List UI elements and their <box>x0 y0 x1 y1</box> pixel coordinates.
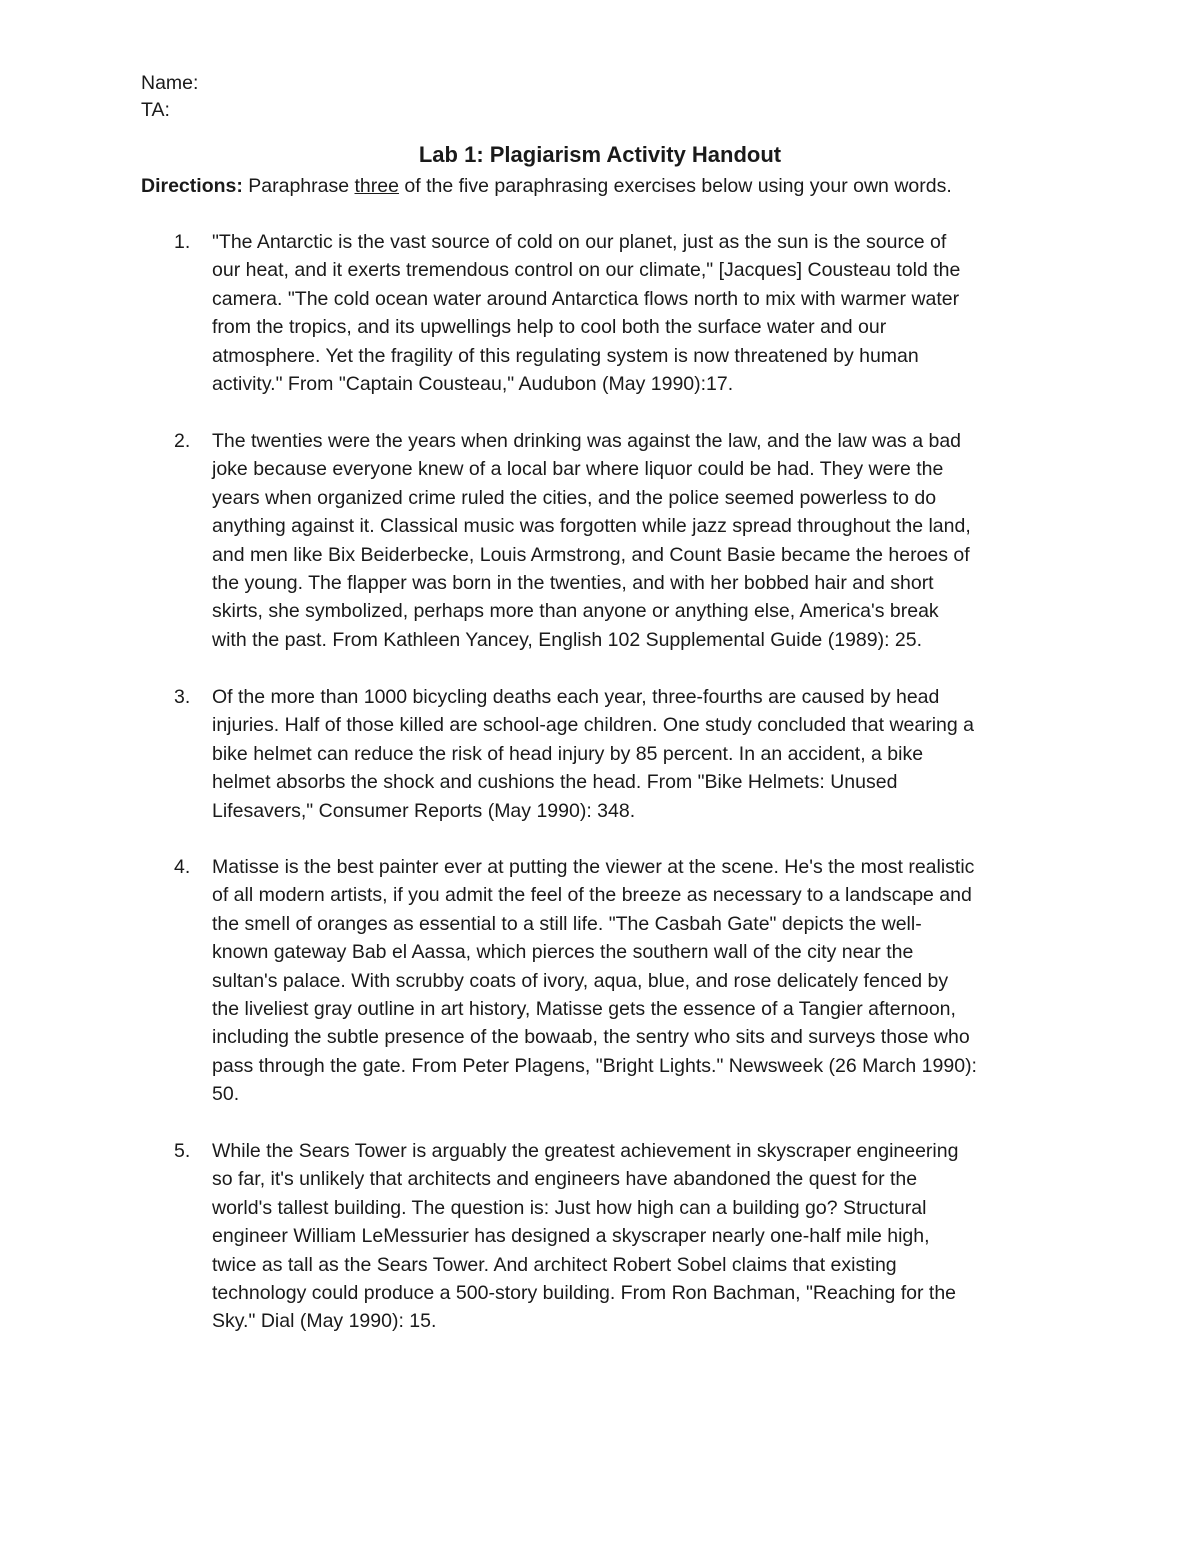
name-field-label: Name: <box>141 72 199 94</box>
exercise-line: atmosphere. Yet the fragility of this regulating system is now threatened by human <box>212 344 919 367</box>
exercise-line: Matisse is the best painter ever at putting the viewer at the scene. He's the most realistic <box>212 856 975 878</box>
exercise-line: activity." From "Captain Cousteau," Audubon (May 1990):17. <box>212 373 734 396</box>
exercise-line: including the subtle presence of the bowaab, the sentry who sits and surveys those who <box>212 1026 970 1049</box>
exercise-line: camera. "The cold ocean water around Antarctica flows north to mix with warmer water <box>212 287 960 310</box>
exercise-line: pass through the gate. From Peter Plagens, "Bright Lights." Newsweek (26 March 1990): <box>212 1054 977 1077</box>
exercise-line: engineer William LeMessurier has designed a skyscraper nearly one-half mile high, <box>212 1225 930 1248</box>
directions-text-before: Paraphrase <box>242 175 355 197</box>
exercise-line: helmet absorbs the shock and cushions the head. From "Bike Helmets: Unused <box>212 771 898 794</box>
exercise-text <box>212 683 974 825</box>
directions-emphasis: three <box>354 175 399 197</box>
exercise-line: and men like Bix Beiderbecke, Louis Armstrong, and Count Basie became the heroes of <box>212 543 970 566</box>
exercise-line: sultan's palace. With scrubby coats of ivory, aqua, blue, and rose delicately fenced by <box>212 969 949 992</box>
exercise-line: 50. <box>212 1083 240 1106</box>
exercise-line: world's tallest building. The question is: Just how high can a building go? Structural <box>212 1196 927 1219</box>
exercise-line: so far, it's unlikely that architects and engineers have abandoned the quest for the <box>212 1168 918 1191</box>
exercise-line: twice as tall as the Sears Tower. And architect Robert Sobel claims that existing <box>212 1253 897 1276</box>
exercise-line: anything against it. Classical music was forgotten while jazz spread throughout the land, <box>212 515 971 538</box>
exercise-line: of all modern artists, if you admit the feel of the breeze as necessary to a landscape and <box>212 884 972 907</box>
exercise-number: 5. <box>174 1140 191 1162</box>
exercise-number: 2. <box>174 430 191 452</box>
exercise-line: Of the more than 1000 bicycling deaths each year, three-fourths are caused by head <box>212 686 940 708</box>
page-title: Lab 1: Plagiarism Activity Handout <box>418 142 782 167</box>
directions <box>141 172 952 200</box>
exercise-line: the smell of oranges as essential to a still life. "The Casbah Gate" depicts the well- <box>212 912 922 935</box>
exercise-line: our heat, and it exerts tremendous control on our climate," [Jacques] Cousteau told the <box>212 259 961 282</box>
exercise-line: While the Sears Tower is arguably the greatest achievement in skyscraper engineering <box>212 1140 959 1162</box>
exercise-number: 4. <box>174 856 191 878</box>
exercise-line: the young. The flapper was born in the twenties, and with her bobbed hair and short <box>212 572 934 595</box>
exercise-text <box>212 228 960 398</box>
header-fields <box>141 70 198 124</box>
exercise-number: 3. <box>174 686 191 708</box>
exercise-text <box>212 1137 958 1336</box>
exercise-line: years when organized crime ruled the cities, and the police seemed powerless to do <box>212 486 937 509</box>
exercise-text <box>212 853 977 1109</box>
ta-field-label: TA: <box>141 99 170 121</box>
exercise-text <box>212 427 971 654</box>
exercise-line: skirts, she symbolized, perhaps more than anyone or anything else, America's break <box>212 600 939 623</box>
exercise-line: with the past. From Kathleen Yancey, English 102 Supplemental Guide (1989): 25. <box>212 628 923 651</box>
exercise-line: bike helmet can reduce the risk of head injury by 85 percent. In an accident, a bike <box>212 742 924 765</box>
directions-label: Directions: <box>141 175 243 197</box>
exercise-line: The twenties were the years when drinking was against the law, and the law was a bad <box>212 430 962 452</box>
exercise-line: technology could produce a 500-story building. From Ron Bachman, "Reaching for the <box>212 1282 957 1305</box>
exercise-line: Lifesavers," Consumer Reports (May 1990): 348. <box>212 799 636 822</box>
directions-text-after: of the five paraphrasing exercises below using your own words. <box>398 175 952 197</box>
exercise-line: Sky." Dial (May 1990): 15. <box>212 1310 437 1333</box>
exercise-line: known gateway Bab el Aassa, which pierces the southern wall of the city near the <box>212 941 914 964</box>
exercise-line: the liveliest gray outline in art history, Matisse gets the essence of a Tangier afternoon, <box>212 998 956 1021</box>
exercise-line: "The Antarctic is the vast source of cold on our planet, just as the sun is the source of <box>212 231 947 253</box>
exercise-number: 1. <box>174 231 191 253</box>
exercise-line: injuries. Half of those killed are school-age children. One study concluded that wearing a <box>212 714 975 737</box>
exercise-line: joke because everyone knew of a local bar where liquor could be had. They were the <box>212 458 944 481</box>
exercise-line: from the tropics, and its upwellings help to cool both the surface water and our <box>212 316 887 339</box>
